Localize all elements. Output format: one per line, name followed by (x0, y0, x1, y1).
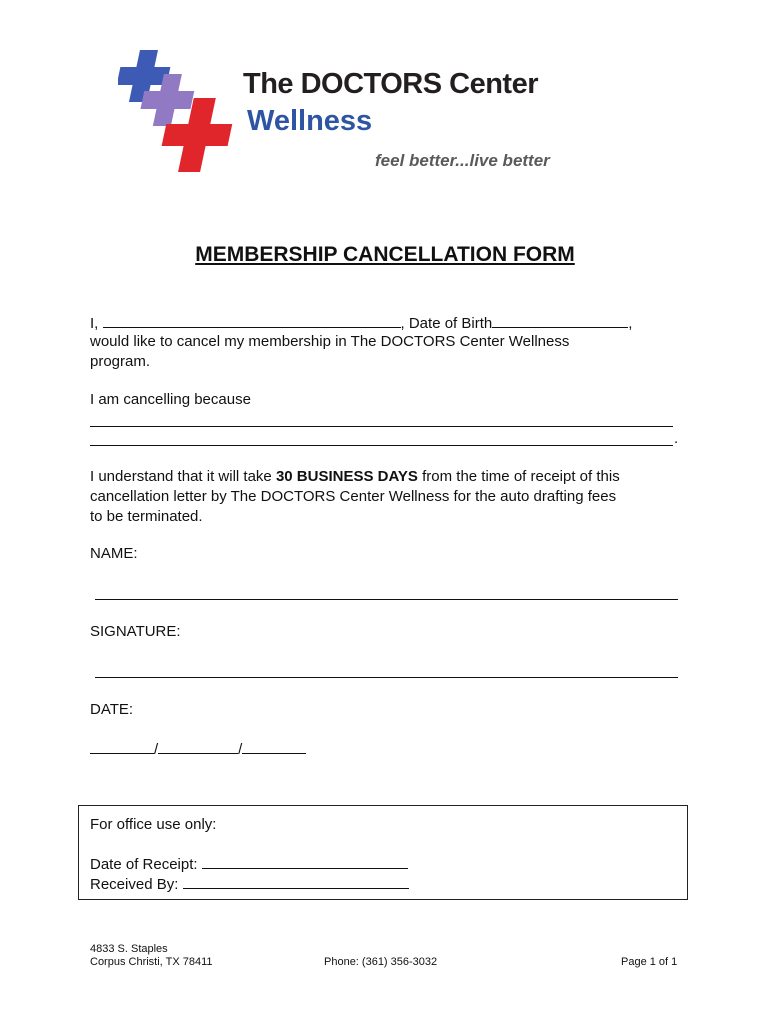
name-line[interactable] (95, 599, 678, 600)
reason-line-2[interactable] (90, 445, 673, 446)
intro-line-3: program. (90, 353, 151, 370)
notice-line-1 (90, 467, 620, 487)
date-year-blank[interactable] (242, 738, 306, 754)
notice-line-3: to be terminated. (90, 508, 203, 525)
form-title: MEMBERSHIP CANCELLATION FORM (195, 243, 575, 266)
signature-label: SIGNATURE: (90, 623, 181, 640)
name-label: NAME: (90, 545, 138, 562)
reason-label: I am cancelling because (90, 391, 251, 408)
date-label: DATE: (90, 701, 134, 718)
received-label: Received By: (90, 876, 179, 893)
footer-address-1: 4833 S. Staples (90, 943, 168, 955)
receipt-label: Date of Receipt: (90, 856, 198, 873)
date-of-birth-blank[interactable] (492, 312, 628, 328)
logo-subtitle: Wellness (247, 105, 373, 137)
notice-prefix: I understand that it will take (90, 468, 276, 485)
member-name-blank[interactable] (103, 312, 401, 328)
date-month-blank[interactable] (90, 738, 154, 754)
footer-phone: Phone: (361) 356-3032 (324, 956, 438, 968)
logo-title: The DOCTORS Center (243, 68, 539, 100)
date-slash-1: / (154, 741, 159, 758)
intro-comma: , (628, 315, 633, 332)
date-day-blank[interactable] (158, 738, 238, 754)
intro-dob-label: , Date of Birth (400, 315, 493, 332)
reason-period: . (674, 430, 679, 447)
notice-line-2: cancellation letter by The DOCTORS Center Wellness for the auto drafting fees (90, 488, 617, 505)
date-blanks (90, 738, 306, 760)
receipt-row (90, 853, 408, 875)
doctors-center-logo-crosses-icon (118, 50, 238, 175)
footer-address-2: Corpus Christi, TX 78411 (90, 956, 213, 968)
footer-page-number: Page 1 of 1 (621, 956, 678, 968)
intro-line-1 (90, 312, 632, 334)
intro-line-2: would like to cancel my membership in The DOCTORS Center Wellness (90, 333, 570, 350)
office-heading: For office use only: (90, 816, 217, 833)
notice-bold: 30 BUSINESS DAYS (275, 468, 418, 485)
signature-line[interactable] (95, 677, 678, 678)
received-by-blank[interactable] (183, 873, 409, 889)
intro-prefix: I, (90, 315, 99, 332)
date-slash-2: / (238, 741, 243, 758)
reason-line-1[interactable] (90, 426, 673, 427)
logo-tagline: feel better...live better (375, 151, 550, 170)
notice-suffix: from the time of receipt of this (417, 468, 620, 485)
received-row (90, 873, 409, 895)
receipt-date-blank[interactable] (202, 853, 408, 869)
